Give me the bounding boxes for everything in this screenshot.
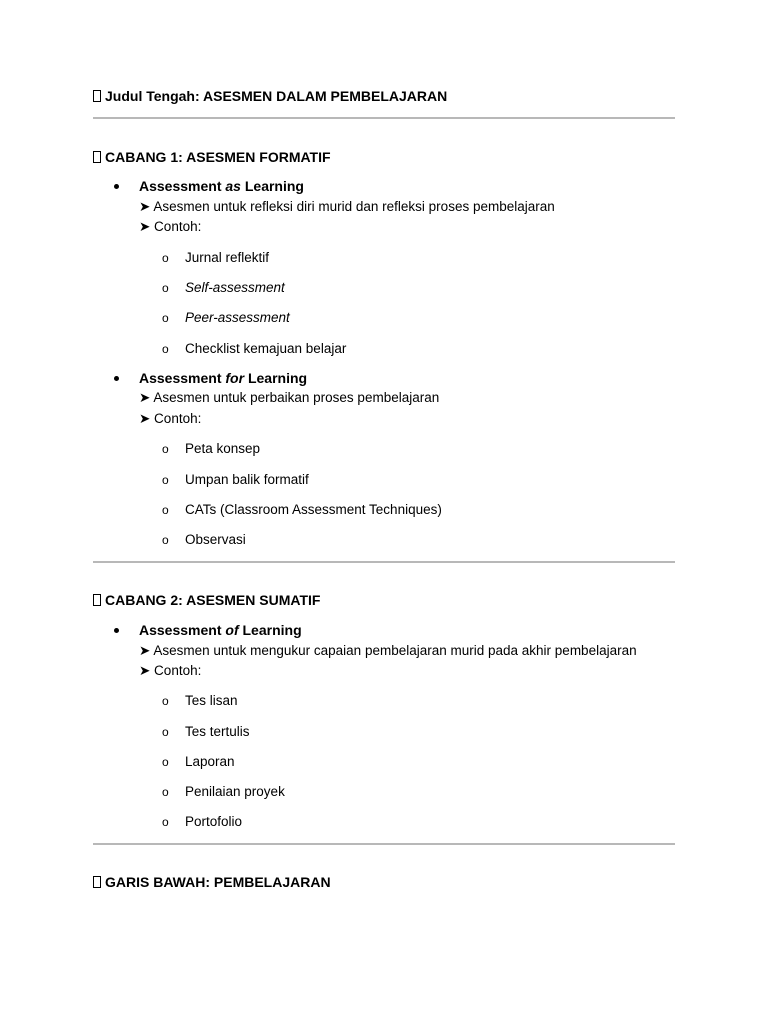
footer-heading	[93, 873, 331, 891]
item-title-emphasis: for	[225, 370, 245, 386]
sub-bullet-icon: o	[162, 281, 169, 295]
branch-1-heading-text: CABANG 1: ASESMEN FORMATIF	[105, 149, 331, 165]
sub-bullet-icon: o	[162, 785, 169, 799]
list-item	[162, 692, 238, 710]
missing-glyph-icon	[93, 151, 101, 163]
item-description: ➤ Asesmen untuk perbaikan proses pembelajaran	[139, 390, 440, 405]
footer-heading-text: GARIS BAWAH: PEMBELAJARAN	[105, 874, 331, 890]
missing-glyph-icon	[93, 90, 101, 102]
examples-label: ➤ Contoh:	[139, 663, 202, 678]
item-title-prefix: Assessment	[139, 622, 226, 638]
sub-bullet-icon: o	[162, 755, 169, 769]
bullet-icon	[114, 184, 119, 189]
sub-bullet-icon: o	[162, 473, 169, 487]
missing-glyph-icon	[93, 594, 101, 606]
list-item	[162, 813, 242, 831]
examples-label: ➤ Contoh:	[139, 411, 202, 426]
sub-bullet-icon: o	[162, 503, 169, 517]
list-item	[162, 309, 290, 327]
item-title-prefix: Assessment	[139, 370, 226, 386]
branch-2-heading	[93, 591, 320, 609]
list-item-text: Laporan	[185, 754, 235, 769]
bullet-icon	[114, 628, 119, 633]
list-item	[162, 753, 235, 771]
list-item-text: Umpan balik formatif	[185, 472, 309, 487]
list-item	[162, 340, 346, 358]
divider-line	[93, 843, 675, 845]
sub-bullet-icon: o	[162, 533, 169, 547]
sub-bullet-icon: o	[162, 815, 169, 829]
divider-line	[93, 117, 675, 119]
list-item	[162, 440, 260, 458]
list-item-text: Jurnal reflektif	[185, 250, 270, 265]
item-title-as-learning	[139, 177, 304, 195]
list-item	[162, 249, 269, 267]
list-item-text: Self-assessment	[185, 280, 285, 295]
list-item	[162, 501, 442, 519]
list-item-text: Tes lisan	[185, 693, 238, 708]
list-item-text: Peer-assessment	[185, 310, 290, 325]
item-description: ➤ Asesmen untuk mengukur capaian pembelajaran murid pada akhir pembelajaran	[139, 643, 637, 658]
list-item	[162, 723, 250, 741]
list-item	[162, 279, 285, 297]
list-item-text: CATs (Classroom Assessment Techniques)	[185, 502, 442, 517]
item-title-emphasis: of	[225, 622, 239, 638]
main-heading	[93, 87, 447, 105]
list-item-text: Tes tertulis	[185, 724, 250, 739]
sub-bullet-icon: o	[162, 694, 169, 708]
item-title-suffix: Learning	[238, 622, 302, 638]
item-title-suffix: Learning	[240, 178, 304, 194]
sub-bullet-icon: o	[162, 251, 169, 265]
divider-line	[93, 561, 675, 563]
list-item-text: Portofolio	[185, 814, 243, 829]
sub-bullet-icon: o	[162, 311, 169, 325]
item-title-prefix: Assessment	[139, 178, 226, 194]
list-item-text: Peta konsep	[185, 441, 261, 456]
item-title-of-learning	[139, 621, 302, 639]
sub-bullet-icon: o	[162, 442, 169, 456]
list-item-text: Observasi	[185, 532, 246, 547]
list-item	[162, 531, 246, 549]
bullet-icon	[114, 376, 119, 381]
item-title-for-learning	[139, 369, 307, 387]
missing-glyph-icon	[93, 876, 101, 888]
sub-bullet-icon: o	[162, 725, 169, 739]
main-heading-text: Judul Tengah: ASESMEN DALAM PEMBELAJARAN	[105, 88, 448, 104]
list-item-text: Penilaian proyek	[185, 784, 285, 799]
list-item	[162, 783, 285, 801]
examples-label: ➤ Contoh:	[139, 219, 202, 234]
item-description: ➤ Asesmen untuk refleksi diri murid dan refleksi proses pembelajaran	[139, 199, 555, 214]
branch-2-heading-text: CABANG 2: ASESMEN SUMATIF	[105, 592, 321, 608]
list-item-text: Checklist kemajuan belajar	[185, 341, 347, 356]
item-title-emphasis: as	[225, 178, 241, 194]
list-item	[162, 471, 309, 489]
sub-bullet-icon: o	[162, 342, 169, 356]
branch-1-heading	[93, 148, 331, 166]
item-title-suffix: Learning	[244, 370, 308, 386]
